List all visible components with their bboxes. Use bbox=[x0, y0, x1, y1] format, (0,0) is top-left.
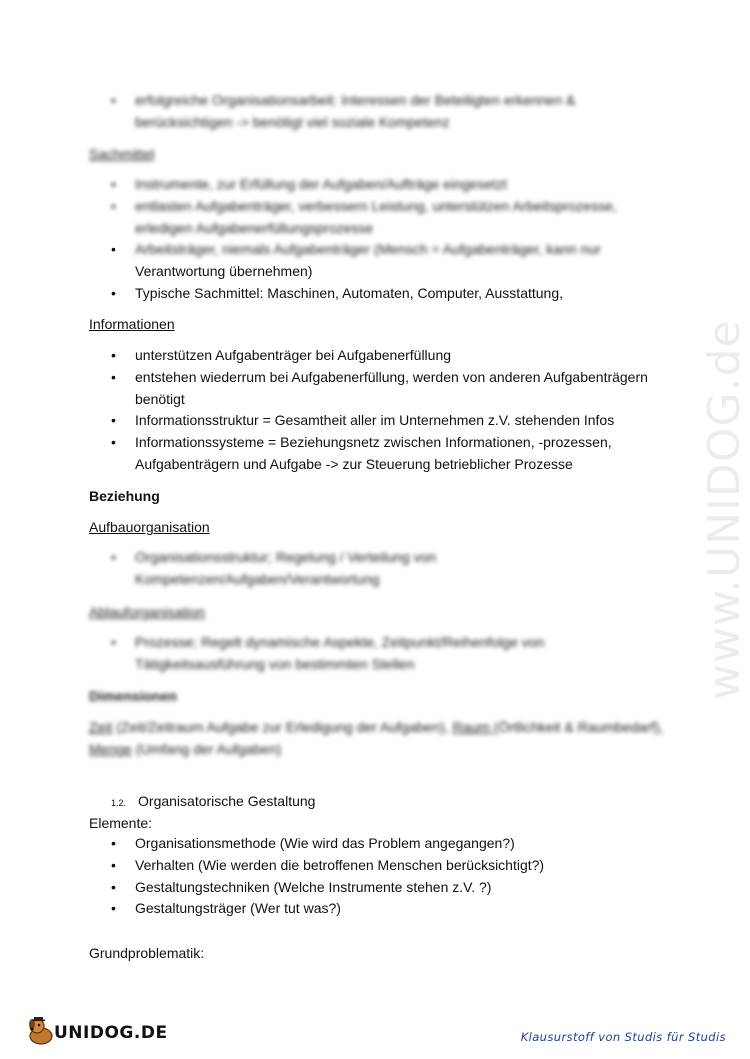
section-heading-sachmittel: Sachmittel bbox=[89, 146, 155, 162]
list-item: • Verhalten (Wie werden die betroffenen Menschen berücksichtigt?) bbox=[89, 855, 669, 877]
list-item-text-blurred: Arbeitsträger, niemals Aufgabenträger (Mensch = Aufgabenträger, kann nur bbox=[135, 241, 601, 258]
section-heading-ablauforganisation: Ablauforganisation bbox=[89, 604, 205, 620]
dimension-zeit-label: Zeit bbox=[89, 719, 113, 735]
section-heading-informationen: Informationen bbox=[89, 316, 175, 332]
section-heading-1-2 bbox=[111, 791, 315, 813]
list-item: • Informationssysteme = Beziehungsnetz zwischen Informationen, -prozessen, Aufgabenträgern und Aufgabe -> zur Steuerung betrieblicher Prozesse bbox=[89, 432, 669, 476]
section-number: 1.2. bbox=[111, 798, 127, 808]
dimension-menge-label: , Menge bbox=[89, 719, 664, 757]
elements-label: Elemente: bbox=[89, 815, 153, 831]
dimension-raum-label: Raum bbox=[452, 719, 494, 735]
section-heading-dimensionen: Dimensionen bbox=[89, 688, 177, 704]
unidog-logo bbox=[24, 1014, 168, 1050]
dimensionen-text bbox=[89, 716, 669, 760]
list-item: • Organisationsstruktur; Regelung / Verteilung von Kompetenzen/Aufgaben/Verantwortung bbox=[89, 547, 489, 591]
dimension-zeit-text: (Zeit/Zeitraum Aufgabe zur Erledigung der Aufgaben), bbox=[112, 719, 453, 735]
section-heading-beziehung: Beziehung bbox=[89, 488, 160, 504]
dimension-raum-text: (Örtlichkeit & Raumbedarf) bbox=[493, 719, 660, 735]
top-bullet-list bbox=[89, 90, 669, 134]
section-heading-aufbauorganisation: Aufbauorganisation bbox=[89, 519, 210, 535]
ablauf-list bbox=[89, 632, 589, 676]
informationen-list bbox=[89, 345, 669, 476]
dog-icon bbox=[24, 1014, 58, 1048]
list-item: • Informationsstruktur = Gesamtheit aller im Unternehmen z.V. stehenden Infos bbox=[89, 410, 669, 432]
list-item: • Gestaltungsträger (Wer tut was?) bbox=[89, 898, 669, 920]
list-item: • Organisationsmethode (Wie wird das Problem angegangen?) bbox=[89, 833, 669, 855]
sachmittel-list bbox=[89, 174, 669, 305]
list-item: • Typische Sachmittel: Maschinen, Automaten, Computer, Ausstattung, bbox=[89, 283, 669, 305]
aufbau-list bbox=[89, 547, 489, 591]
list-item: • unterstützen Aufgabenträger bei Aufgabenerfüllung bbox=[89, 345, 669, 367]
grundproblematik-label: Grundproblematik: bbox=[89, 945, 205, 961]
list-item: • entstehen wiederrum bei Aufgabenerfüllung, werden von anderen Aufgabenträgern benötigt bbox=[89, 367, 669, 411]
gestaltung-list bbox=[89, 833, 669, 920]
list-item: • Gestaltungstechniken (Welche Instrumente stehen z.V. ?) bbox=[89, 877, 669, 899]
list-item: • erfolgreiche Organisationsarbeit: Interessen der Beteiligten erkennen & berücksichtigen -> benötigt viel soziale Kompetenz bbox=[89, 90, 669, 134]
watermark: www.UNIDOG.de bbox=[699, 319, 750, 700]
section-title: Organisatorische Gestaltung bbox=[138, 793, 316, 809]
list-item: • Prozesse; Regelt dynamische Aspekte, Zeitpunkt/Reihenfolge von Tätigkeitsausführung von bestimmten Stellen bbox=[89, 632, 589, 676]
list-item bbox=[89, 239, 669, 283]
list-item: • Instrumente, zur Erfüllung der Aufgaben/Aufträge eingesetzt bbox=[89, 174, 669, 196]
list-item-continuation: Verantwortung übernehmen) bbox=[135, 263, 313, 280]
logo-text: UNIDOG.DE bbox=[54, 1023, 168, 1043]
list-item: • entlasten Aufgabenträger, verbessern Leistung, unterstützen Arbeitsprozesse, erledigen Aufgabenerfüllungsprozesse bbox=[89, 196, 669, 240]
dimension-menge-text: (Umfang der Aufgaben) bbox=[131, 741, 282, 757]
footer-tagline: Klausurstoff von Studis für Studis bbox=[520, 1030, 726, 1044]
